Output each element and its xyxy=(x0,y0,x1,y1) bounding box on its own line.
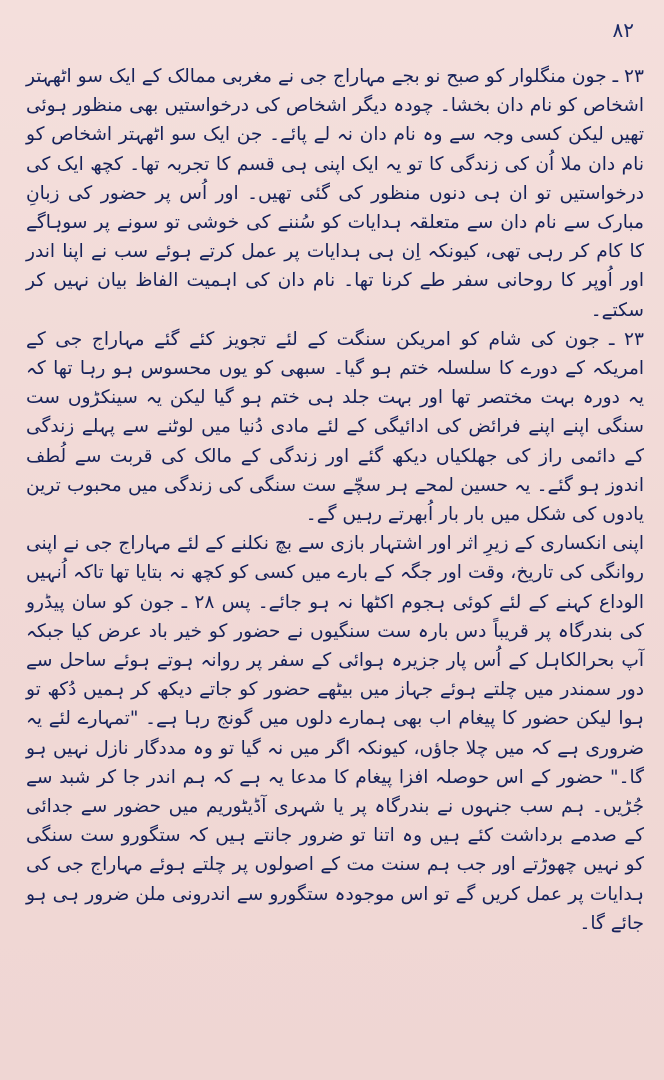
paragraph-1: ۲۳ ـ جون منگلوار کو صبح نو بجے مہاراج جی نے مغربی ممالک کے ایک سو اٹھہتر اشخاص کو نام دان بخشا۔ چودہ دیگر اشخاص کی درخواستیں بھی منظور ہوئی تھیں لیکن کسی وجہ سے وہ نام دان نہ لے پائے۔ جن ایک سو اٹھہتر اشخاص کو نام دان ملا اُن کی زندگی کا تو یہ ایک اپنی ہی قسم کا تجربہ تھا۔ کچھ ایک کی درخواستیں تو ان ہی دنوں منظور کی گئی تھیں۔ اور اُس پر حضور کی زبانِ مبارک سے نام دان سے متعلقہ ہدایات کو سُننے کی خوشی تو سونے پر سوہاگے کا کام کر رہی تھی، کیونکہ اِن ہی ہدایات پر عمل کرتے ہوئے سب نے اپنا اندر اور اُوپر کا روحانی سفر طے کرنا تھا۔ نام دان کی اہمیت الفاظ بیان نہیں کر سکتے۔ xyxy=(26,66,644,321)
page-body xyxy=(26,62,644,938)
page-number: ۸۲ xyxy=(612,18,634,42)
paragraph-3: اپنی انکساری کے زیرِ اثر اور اشتہار بازی سے بچ نکلنے کے لئے مہاراج جی نے اپنی روانگی کی تاریخ، وقت اور جگہ کے بارے میں کسی کو کچھ نہ بتایا تھا تاکہ اُنہیں الوداع کہنے کے لئے کوئی ہجوم اکٹھا نہ ہو جائے۔ پس ۲۸ ـ جون کو سان پیڈرو کی بندرگاہ پر قریباً دس بارہ ست سنگیوں نے حضور کو خیر باد عرض کیا جبکہ آپ بحرالکاہل کے اُس پار جزیرہ ہوائی کے سفر پر روانہ ہوتے ہوئے ساحل سے دور سمندر میں چلتے ہوئے جہاز میں بیٹھے حضور کو جاتے دیکھ کر ہمیں دُکھ تو ہوا لیکن حضور کا پیغام اب بھی ہمارے دلوں میں گونج رہا ہے۔ "تمہارے لئے یہ ضروری ہے کہ میں چلا جاؤں، کیونکہ اگر میں نہ گیا تو وہ مددگار نازل نہیں ہو گا۔" حضور کے اس حوصلہ افزا پیغام کا مدعا یہ ہے کہ ہم اندر جا کر شبد سے جُڑیں۔ ہم سب جنہوں نے بندرگاہ پر یا شہری آڈیٹوریم میں حضور سے جدائی کے صدمے برداشت کئے ہیں وہ اتنا تو ضرور جانتے ہیں کہ ستگورو ست سنگی کو نہیں چھوڑتے اور جب ہم سنت مت کے اصولوں پر چلتے ہوئے مہاراج جی کی ہدایات پر عمل کریں گے تو اس موجودہ ستگورو سے اندرونی ملن ضرور ہی ہو جائے گا۔ xyxy=(26,533,644,934)
paragraph-2: ۲۳ ـ جون کی شام کو امریکن سنگت کے لئے تجویز کئے گئے مہاراج جی کے امریکہ کے دورے کا سلسلہ ختم ہو گیا۔ سبھی کو یوں محسوس ہو رہا تھا کہ یہ دورہ بہت مختصر تھا اور بہت جلد ہی ختم ہو گیا لیکن یہ سینکڑوں ست سنگی اپنے اپنے فرائض کی ادائیگی کے لئے مادی دُنیا میں لوٹنے سے پہلے زندگی کے دائمی راز کی جھلکیاں دیکھ گئے اور زندگی کے مالک کی قربت سے لُطف اندوز ہو گئے۔ یہ حسین لمحے ہر سچّے ست سنگی کی زندگی میں محبوب ترین یادوں کی شکل میں بار بار اُبھرتے رہیں گے۔ xyxy=(26,328,644,526)
